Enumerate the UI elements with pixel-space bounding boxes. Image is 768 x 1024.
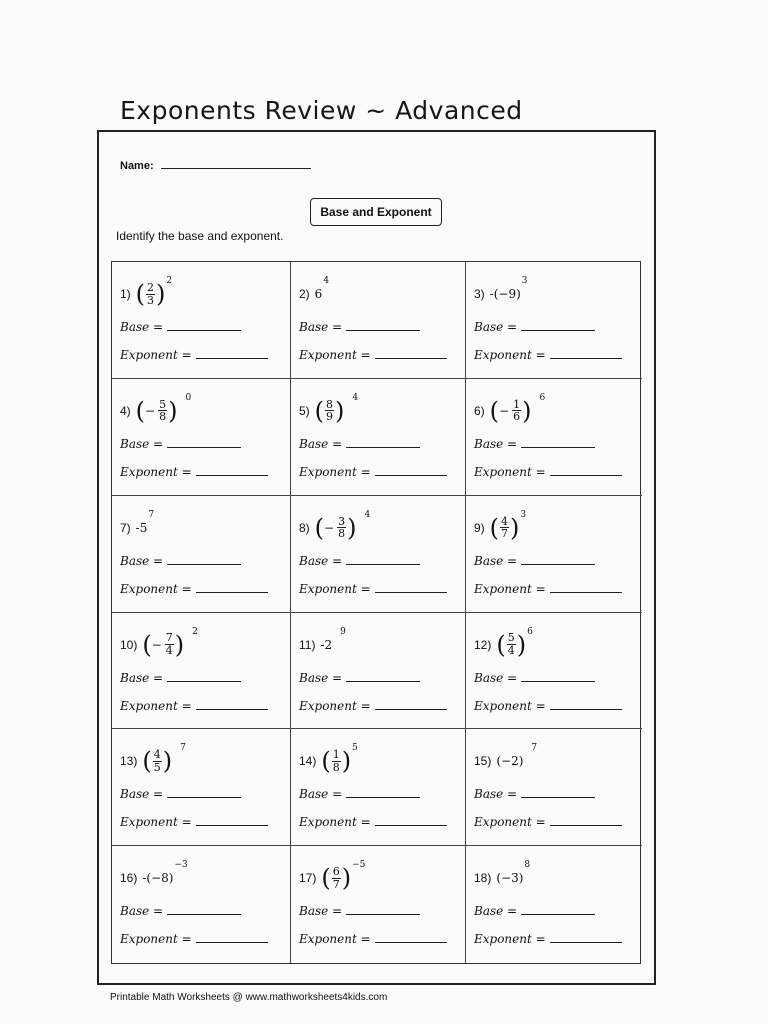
exponent-label: Exponent = [120,464,192,479]
exponent-label: Exponent = [299,348,371,362]
exponent-answer-blank[interactable] [196,930,268,943]
denominator: 5 [153,760,161,774]
exponent-label: Exponent = [474,932,546,947]
base-row [299,435,420,451]
base-label: Base = [120,904,164,919]
exponent-superscript: −5 [352,860,366,871]
base-label: Base = [474,904,518,919]
exponent-superscript: 5 [352,743,358,754]
problem-number: 16) [120,871,138,886]
fraction [332,866,341,890]
base-row [120,669,241,685]
instructions: Identify the base and exponent. [116,229,284,243]
exponent-label: Exponent = [474,815,546,830]
exponent-row [299,463,447,479]
base-answer-blank[interactable] [167,785,241,798]
base-row [120,435,241,451]
exponent-superscript: 7 [531,743,538,754]
base-label: Base = [299,670,343,685]
denominator: 7 [501,527,509,541]
problem-number: 10) [120,637,138,652]
fraction [512,399,521,423]
problem-number: 15) [474,754,492,769]
problem-number: 5) [299,403,310,418]
fraction [153,749,162,773]
base-label: Base = [299,904,343,919]
exponent-row [474,697,622,713]
exponent-answer-blank[interactable] [550,463,622,476]
problem-expression [474,510,526,546]
exponent-answer-blank[interactable] [550,813,622,826]
left-paren: ( [142,747,152,776]
base-label: Base = [120,670,164,685]
exponent-answer-blank[interactable] [550,346,622,359]
exponent-answer-blank[interactable] [375,930,447,943]
left-paren: ( [489,513,500,542]
numerator: 5 [159,397,167,411]
problem-number: 12) [474,637,492,652]
base-label: Base = [120,436,164,451]
base-answer-blank[interactable] [167,552,241,565]
problem-expression [120,860,188,896]
exponent-label: Exponent = [299,581,371,596]
problem-number: 7) [120,520,131,535]
exponent-label: Exponent = [120,698,192,713]
numerator: 8 [326,397,334,411]
numerator: 4 [153,748,161,762]
exponent-row [474,930,622,946]
exponent-label: Exponent = [299,815,371,830]
section-heading: Base and Exponent [310,198,442,226]
numerator: 3 [338,514,346,528]
exponent-answer-blank[interactable] [196,813,268,826]
minus-sign: − [151,637,162,652]
left-paren: ( [489,396,500,425]
base-expression: -(−9) [489,287,521,301]
problem-cell [466,379,642,496]
exponent-row [299,346,447,362]
exponent-superscript: 6 [527,626,533,637]
base-row [299,318,420,334]
base-label: Base = [299,436,343,451]
exponent-answer-blank[interactable] [550,930,622,943]
problem-expression [299,276,329,312]
exponent-label: Exponent = [120,815,192,830]
base-expression: (−3) [496,871,524,886]
right-paren: ) [341,747,352,776]
problem-expression [120,276,172,312]
problem-expression [120,743,186,779]
right-paren: ) [174,630,185,659]
denominator: 7 [332,877,340,891]
base-answer-blank[interactable] [521,785,595,798]
exponent-answer-blank[interactable] [196,346,268,359]
base-row [474,902,595,918]
problem-cell [112,613,291,730]
name-line[interactable] [161,158,311,169]
problem-expression [299,860,365,896]
problem-cell [291,729,466,846]
exponent-row [474,346,622,362]
problem-number: 18) [474,871,492,886]
right-paren: ) [335,396,345,425]
minus-sign: − [499,403,510,418]
numerator: 7 [165,631,173,645]
numerator: 1 [332,748,340,762]
exponent-superscript: 2 [192,626,198,637]
problem-expression [120,627,198,663]
numerator: 6 [332,865,340,879]
base-label: Base = [474,670,518,685]
problem-cell [466,262,642,379]
left-paren: ( [314,513,325,542]
problem-expression [299,743,358,779]
problem-number: 17) [299,871,317,886]
problem-number: 6) [474,403,485,418]
base-answer-blank[interactable] [521,318,595,331]
problem-expression [299,393,358,429]
problem-number: 11) [299,637,316,652]
fraction [165,632,174,656]
exponent-superscript: 8 [524,860,531,871]
base-label: Base = [120,320,164,334]
base-answer-blank[interactable] [167,902,241,915]
base-expression: -2 [320,637,333,652]
problem-cell [291,496,466,613]
exponent-answer-blank[interactable] [550,697,622,710]
exponent-superscript: 0 [185,392,192,403]
denominator: 3 [147,293,155,307]
base-label: Base = [120,553,164,568]
fraction [332,749,341,773]
exponent-row [474,580,622,596]
base-label: Base = [474,787,518,802]
fraction [500,516,509,540]
problem-expression [474,743,537,779]
denominator: 8 [338,527,346,541]
denominator: 6 [513,410,521,424]
right-paren: ) [162,747,173,776]
base-answer-blank[interactable] [521,552,595,565]
exponent-row [299,930,447,946]
base-expression: -5 [135,520,148,535]
base-row [120,552,241,568]
exponent-label: Exponent = [299,464,371,479]
problem-expression [474,276,528,312]
fraction [325,399,334,423]
base-answer-blank[interactable] [521,669,595,682]
left-paren: ( [135,396,146,425]
exponent-superscript: 3 [521,276,528,286]
left-paren: ( [135,280,146,308]
problem-number: 4) [120,403,131,418]
problem-cell [112,846,291,963]
problem-number: 2) [299,287,310,301]
exponent-answer-blank[interactable] [375,580,447,593]
exponent-answer-blank[interactable] [196,580,268,593]
problem-grid [111,261,641,964]
base-answer-blank[interactable] [346,318,420,331]
denominator: 8 [332,760,340,774]
base-label: Base = [474,553,518,568]
base-answer-blank[interactable] [346,435,420,448]
problem-expression [299,627,346,663]
exponent-row [120,463,268,479]
base-label: Base = [120,787,164,802]
left-paren: ( [321,864,331,893]
right-paren: ) [522,396,532,425]
base-row [120,318,241,334]
base-row [120,902,241,918]
left-paren: ( [314,396,325,425]
problem-cell [112,262,291,379]
exponent-label: Exponent = [120,581,192,596]
base-label: Base = [474,436,518,451]
base-answer-blank[interactable] [167,669,241,682]
base-row [474,669,595,685]
denominator: 8 [159,410,167,424]
problem-cell [291,379,466,496]
problem-number: 8) [299,520,310,535]
problem-cell [291,613,466,730]
fraction [337,516,346,540]
name-label: Name: [120,160,154,172]
exponent-label: Exponent = [299,698,371,713]
right-paren: ) [168,396,178,425]
base-label: Base = [299,320,343,334]
problem-expression [299,510,370,546]
base-label: Base = [299,553,343,568]
exponent-label: Exponent = [120,348,192,362]
base-expression: (−2) [496,754,524,769]
right-paren: ) [156,280,166,308]
base-answer-blank[interactable] [346,785,420,798]
base-label: Base = [474,320,518,334]
problem-cell [466,496,642,613]
base-row [299,785,420,801]
problem-expression [474,860,530,896]
fraction [146,282,155,306]
exponent-label: Exponent = [474,348,546,362]
exponent-answer-blank[interactable] [375,346,447,359]
numerator: 2 [147,280,155,294]
right-paren: ) [516,630,527,659]
base-answer-blank[interactable] [346,902,420,915]
problem-number: 14) [299,754,317,769]
problem-number: 1) [120,287,131,301]
exponent-answer-blank[interactable] [375,813,447,826]
base-row [299,902,420,918]
exponent-label: Exponent = [299,932,371,947]
base-answer-blank[interactable] [167,318,241,331]
numerator: 1 [513,397,521,411]
problem-cell [112,729,291,846]
base-answer-blank[interactable] [167,435,241,448]
exponent-row [120,697,268,713]
denominator: 4 [507,644,515,657]
exponent-superscript: 2 [166,276,173,286]
exponent-answer-blank[interactable] [375,463,447,476]
exponent-row [299,813,447,829]
problem-cell [466,729,642,846]
right-paren: ) [510,513,520,542]
minus-sign: − [324,520,335,535]
exponent-superscript: 9 [340,626,346,637]
minus-sign: − [145,403,156,418]
exponent-superscript: 4 [352,392,359,403]
exponent-answer-blank[interactable] [375,697,447,710]
problem-number: 9) [474,520,485,535]
problem-cell [112,379,291,496]
base-row [299,552,420,568]
exponent-row [120,930,268,946]
base-expression: -(−8) [142,871,174,886]
exponent-row [120,813,268,829]
exponent-superscript: 4 [364,509,371,520]
footer-credit: Printable Math Worksheets @ www.mathworksheets4kids.com [110,992,388,1003]
problem-cell [291,262,466,379]
problem-number: 3) [474,287,485,301]
exponent-row [120,346,268,362]
exponent-row [474,813,622,829]
exponent-row [299,580,447,596]
base-label: Base = [299,787,343,802]
exponent-answer-blank[interactable] [196,463,268,476]
problem-cell [291,846,466,963]
problem-expression [474,627,533,663]
base-row [120,785,241,801]
base-answer-blank[interactable] [346,552,420,565]
base-row [299,669,420,685]
name-field [120,158,311,172]
numerator: 4 [501,514,509,528]
base-answer-blank[interactable] [346,669,420,682]
exponent-superscript: 6 [539,392,546,403]
base-row [474,552,595,568]
worksheet-title: Exponents Review ~ Advanced [120,96,523,125]
exponent-label: Exponent = [474,464,546,479]
problem-cell [466,846,642,963]
problem-expression [120,393,191,429]
exponent-row [299,697,447,713]
base-row [474,435,595,451]
exponent-superscript: −3 [174,860,188,871]
problem-cell [466,613,642,730]
base-answer-blank[interactable] [521,902,595,915]
exponent-superscript: 7 [148,509,155,520]
exponent-label: Exponent = [120,932,192,947]
exponent-row [474,463,622,479]
base-row [474,318,595,334]
problem-expression [474,393,545,429]
problem-number: 13) [120,754,138,769]
left-paren: ( [321,747,331,776]
left-paren: ( [496,630,506,659]
exponent-superscript: 3 [520,509,527,520]
denominator: 9 [326,410,334,424]
exponent-label: Exponent = [474,581,546,596]
denominator: 4 [165,644,173,657]
exponent-label: Exponent = [474,698,546,713]
base-row [474,785,595,801]
right-paren: ) [347,513,357,542]
exponent-superscript: 4 [323,276,330,286]
numerator: 5 [507,631,515,645]
exponent-answer-blank[interactable] [196,697,268,710]
fraction [158,399,167,423]
fraction [507,632,516,656]
exponent-row [120,580,268,596]
base-expression: 6 [314,287,323,301]
base-answer-blank[interactable] [521,435,595,448]
right-paren: ) [341,864,352,893]
problem-expression [120,510,154,546]
left-paren: ( [142,630,152,659]
exponent-answer-blank[interactable] [550,580,622,593]
problem-cell [112,496,291,613]
exponent-superscript: 7 [180,743,186,754]
